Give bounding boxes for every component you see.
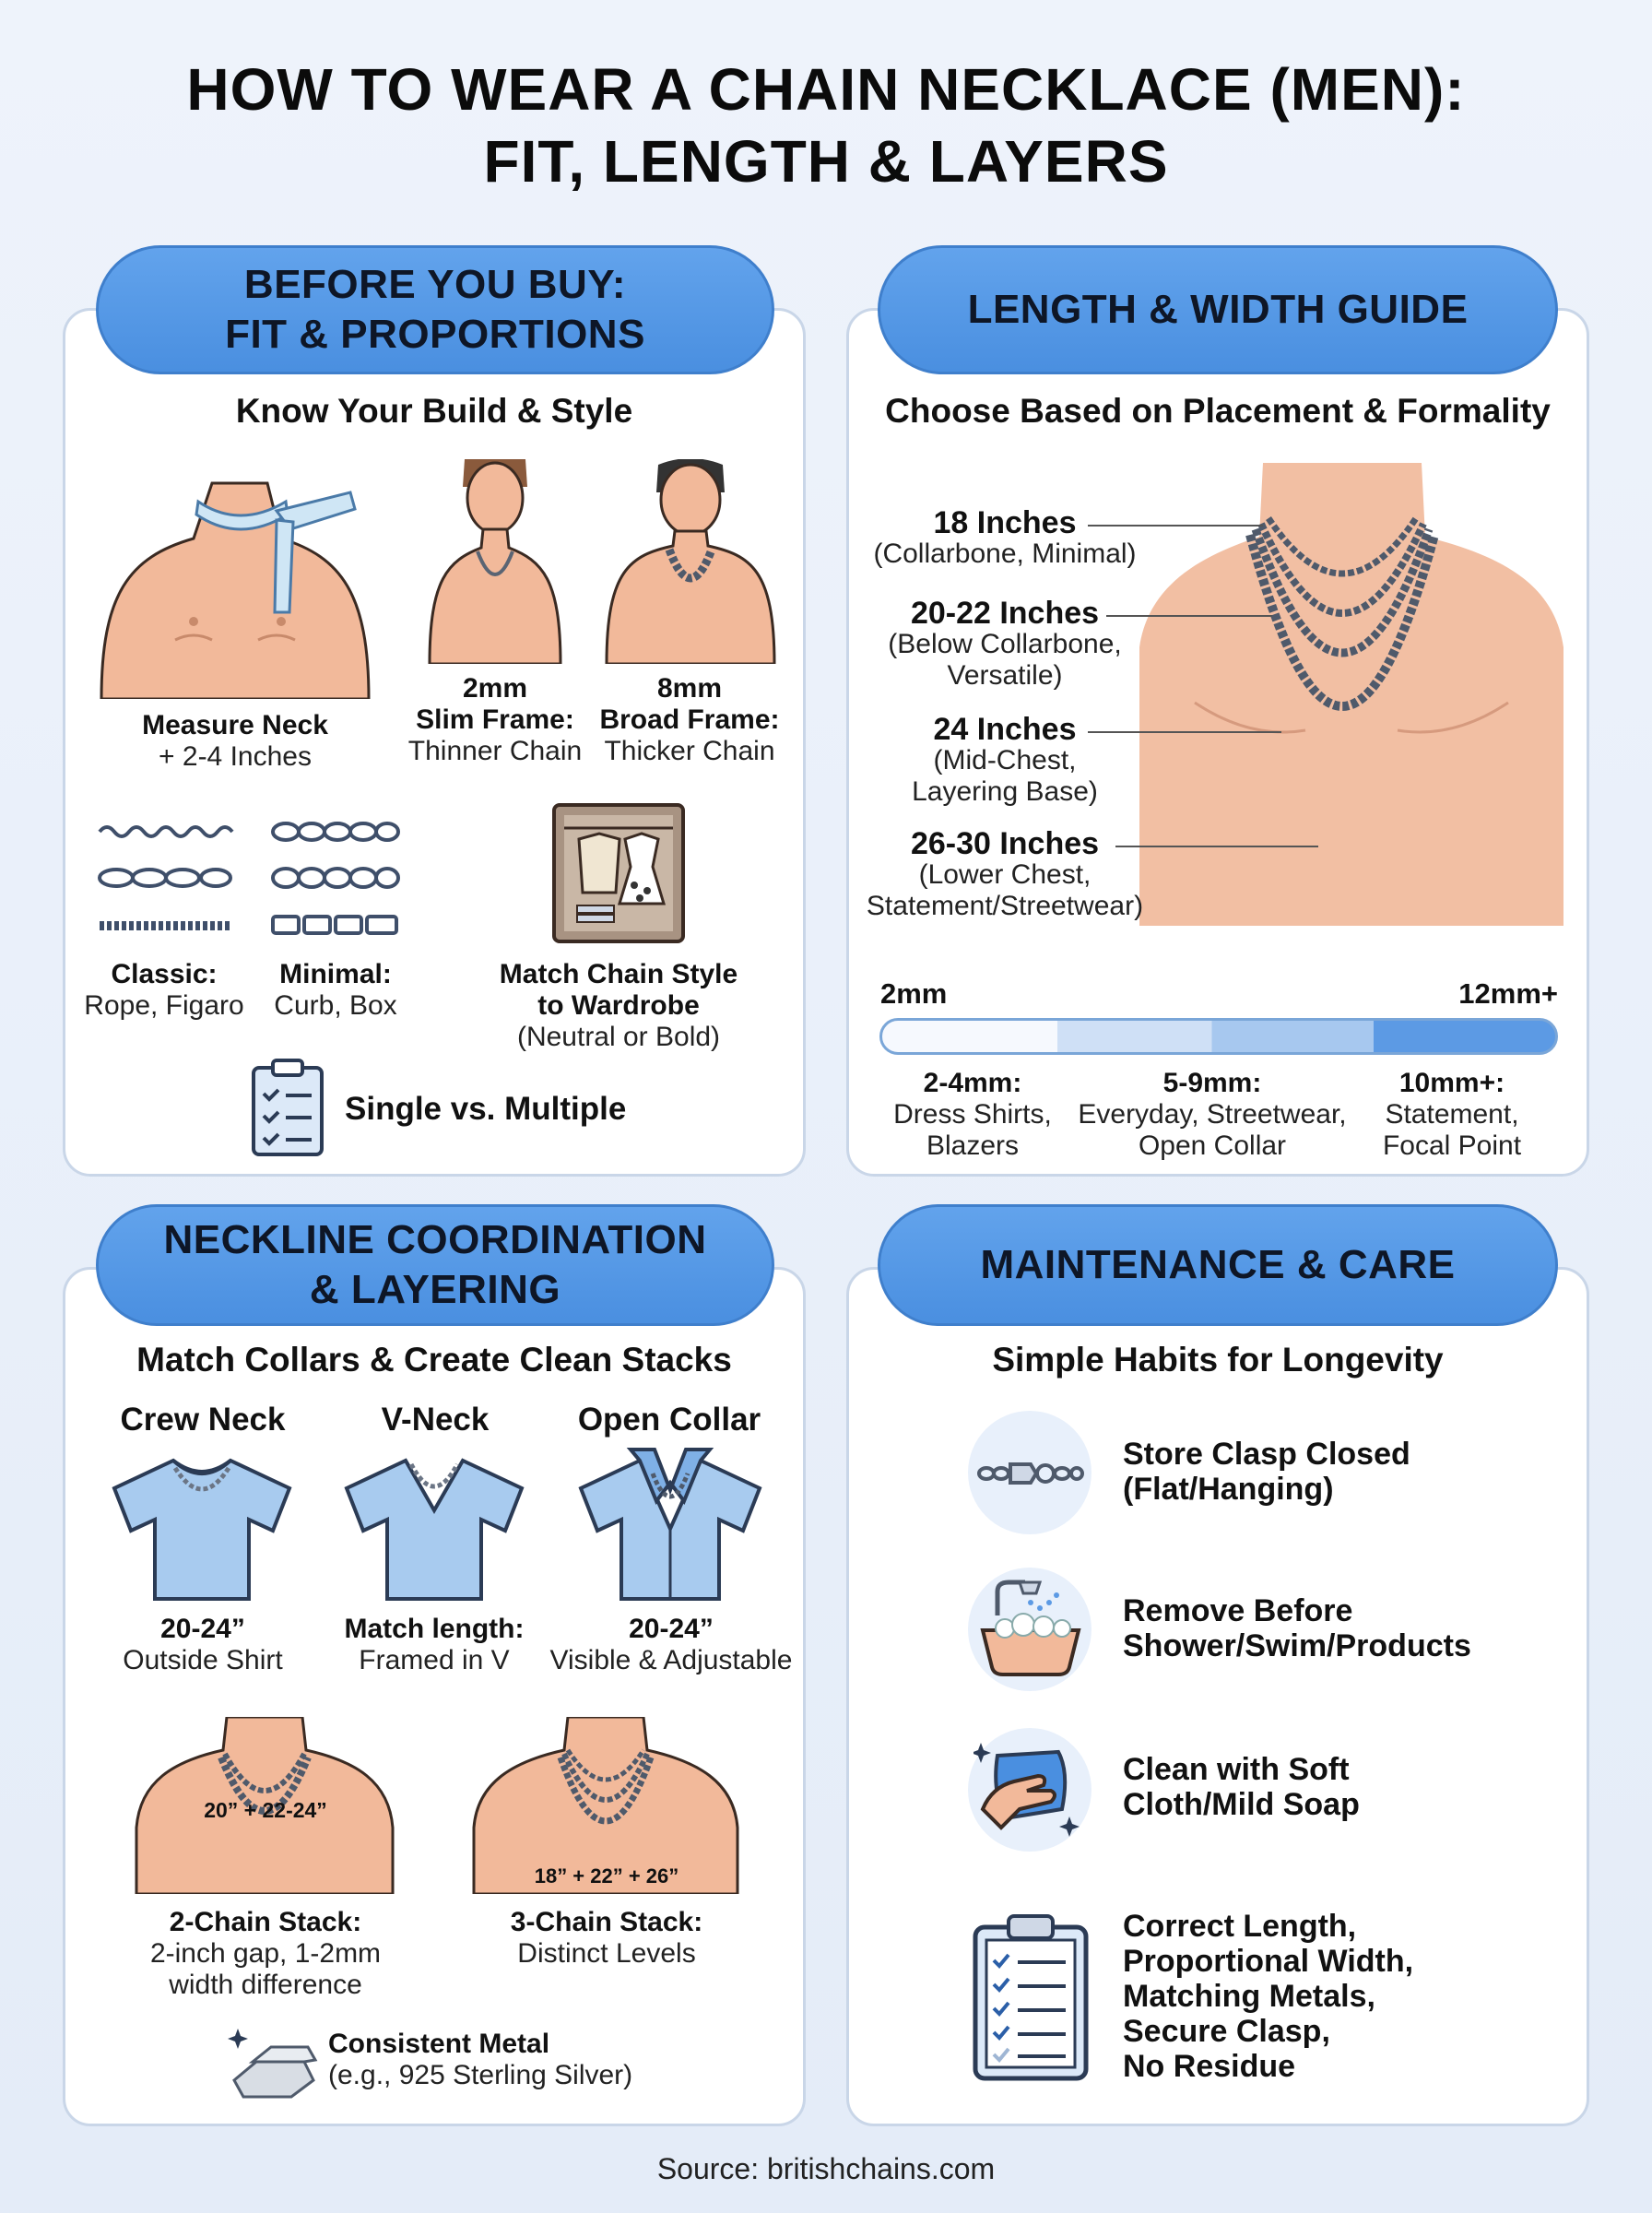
wardrobe-icon [551, 802, 686, 944]
slim-frame-label: 2mm Slim Frame: Thinner Chain [407, 673, 583, 766]
length-24-label: 24 Inches (Mid-Chest, Layering Base) [912, 712, 1098, 807]
silver-bars-icon [225, 2025, 319, 2099]
v-neck-shirt-icon [341, 1455, 527, 1603]
page-title: HOW TO WEAR A CHAIN NECKLACE (MEN): FIT, LENGTH & LAYERS [186, 56, 1466, 195]
two-chain-stack-tag: 20” + 22-24” [204, 1798, 327, 1822]
source-credit: Source: britishchains.com [656, 2152, 996, 2185]
classic-chain-label: Classic: Rope, Figaro [84, 959, 244, 1021]
slim-frame-figure [420, 459, 570, 664]
two-chain-stack-label: 2-Chain Stack: 2-inch gap, 1-2mm width difference [149, 1907, 382, 2000]
broad-frame-label: 8mm Broad Frame: Thicker Chain [599, 673, 780, 766]
v-neck-label: Match length: Framed in V [344, 1614, 525, 1675]
care-item-clean: Clean with Soft Cloth/Mild Soap [1123, 1752, 1360, 1822]
length-26-30-label: 26-30 Inches (Lower Chest, Statement/Streetwear) [866, 826, 1144, 921]
neckline-subtitle: Match Collars & Create Clean Stacks [136, 1341, 732, 1379]
crew-neck-label: 20-24” Outside Shirt [123, 1614, 283, 1675]
width-scale-bar [879, 1018, 1558, 1055]
length-20-22-label: 20-22 Inches (Below Collarbone, Versatile) [888, 596, 1122, 691]
length-18-label: 18 Inches (Collarbone, Minimal) [873, 505, 1137, 569]
open-collar-title: Open Collar [577, 1402, 761, 1438]
consistent-metal-label: Consistent Metal (e.g., 925 Sterling Silver) [328, 2029, 633, 2090]
cloth-icon [974, 1735, 1086, 1844]
three-chain-stack-label: 3-Chain Stack: Distinct Levels [510, 1907, 703, 1969]
width-band-2-4: 2-4mm: Dress Shirts, Blazers [893, 1068, 1052, 1161]
fit-subtitle: Know Your Build & Style [235, 392, 633, 430]
clipboard-checklist-icon [251, 1057, 324, 1156]
care-checklist-icon [972, 1912, 1090, 2082]
three-chain-stack-tag: 18” + 22” + 26” [534, 1864, 679, 1888]
measure-neck-illustration [92, 456, 378, 699]
width-max-label: 12mm+ [1458, 977, 1558, 1010]
classic-chain-samples-icon [96, 817, 234, 937]
neckline-header: NECKLINE COORDINATION & LAYERING [96, 1204, 774, 1326]
care-item-store: Store Clasp Closed (Flat/Hanging) [1123, 1437, 1410, 1507]
open-collar-shirt-icon [575, 1446, 765, 1603]
open-collar-label: 20-24” Visible & Adjustable [549, 1614, 793, 1675]
width-min-label: 2mm [880, 977, 948, 1010]
length-subtitle: Choose Based on Placement & Formality [885, 392, 1551, 430]
single-vs-multiple-label: Single vs. Multiple [345, 1091, 627, 1127]
care-subtitle: Simple Habits for Longevity [992, 1341, 1444, 1379]
care-header: MAINTENANCE & CARE [878, 1204, 1558, 1326]
crew-neck-shirt-icon [109, 1455, 295, 1603]
fit-header: BEFORE YOU BUY: FIT & PROPORTIONS [96, 245, 774, 374]
crew-neck-title: Crew Neck [120, 1402, 286, 1438]
length-leader-lines [1088, 516, 1337, 858]
care-checklist-text: Correct Length, Proportional Width, Matching Metals, Secure Clasp, No Residue [1123, 1909, 1414, 2084]
care-item-remove: Remove Before Shower/Swim/Products [1123, 1593, 1471, 1663]
width-band-10: 10mm+: Statement, Focal Point [1382, 1068, 1522, 1161]
minimal-chain-samples-icon [269, 817, 402, 937]
length-header: LENGTH & WIDTH GUIDE [878, 245, 1558, 374]
measure-neck-label: Measure Neck + 2-4 Inches [142, 710, 328, 772]
clasp-icon [975, 1448, 1084, 1499]
broad-frame-figure [603, 459, 778, 664]
v-neck-title: V-Neck [381, 1402, 490, 1438]
width-band-5-9: 5-9mm: Everyday, Streetwear, Open Collar [1078, 1068, 1347, 1161]
shower-icon [979, 1579, 1082, 1680]
wardrobe-label: Match Chain Style to Wardrobe (Neutral or Bold) [499, 959, 738, 1052]
minimal-chain-label: Minimal: Curb, Box [274, 959, 397, 1021]
